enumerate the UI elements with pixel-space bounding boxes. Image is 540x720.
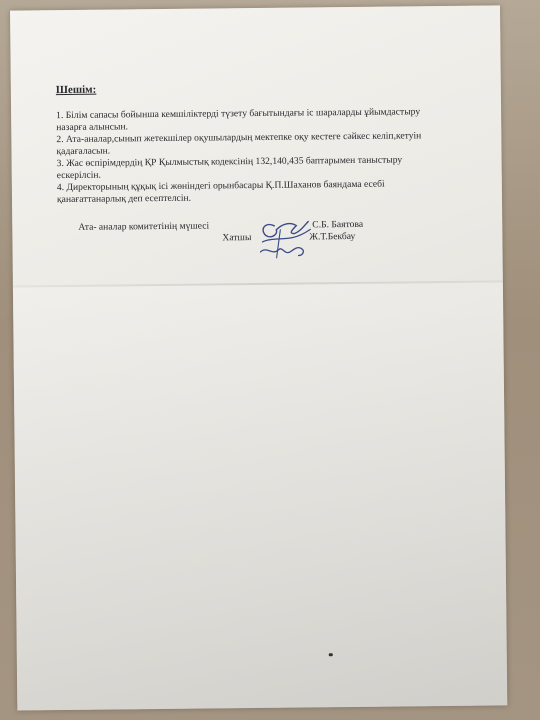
decision-heading: Шешім: — [55, 83, 97, 97]
decision-line: 4. Директорының құқық ісі жөніндегі орынбасары Қ.П.Шаханов баяндама есебі — [56, 178, 385, 194]
decision-line: 3. Жас өспірімдердің ҚР Қылмыстық кодексінің 132,140,435 баптарымен таныстыру — [56, 154, 403, 170]
signer-role-secretary: Хатшы — [222, 232, 252, 244]
decision-line: назарға алынсын. — [56, 121, 129, 134]
signer-role-committee-member: Ата- аналар комитетінің мүшесі — [78, 220, 210, 233]
decision-line: қанағаттанарлық деп есептелсін. — [56, 192, 192, 206]
signer-name-2: Ж.Т.Бекбау — [309, 230, 356, 243]
decision-line: 2. Ата-аналар,сынып жетекшілер оқушылардың мектепке оқу кестеге сәйкес келіп,кетуін — [56, 130, 422, 146]
ink-dot — [329, 653, 333, 656]
document-body — [56, 80, 492, 207]
handwritten-signature-icon — [252, 215, 318, 262]
document-page — [10, 5, 507, 710]
decision-line: қадағаласын. — [56, 145, 111, 158]
decision-line: 1. Білім сапасы бойынша кемшіліктерді түзету бағытындағы іс шараларды ұйымдастыру — [56, 106, 421, 122]
signer-name-1: С.Б. Баятова — [312, 218, 364, 231]
decision-line: ескерілсін. — [56, 169, 101, 182]
paper-lower-half — [13, 282, 507, 710]
